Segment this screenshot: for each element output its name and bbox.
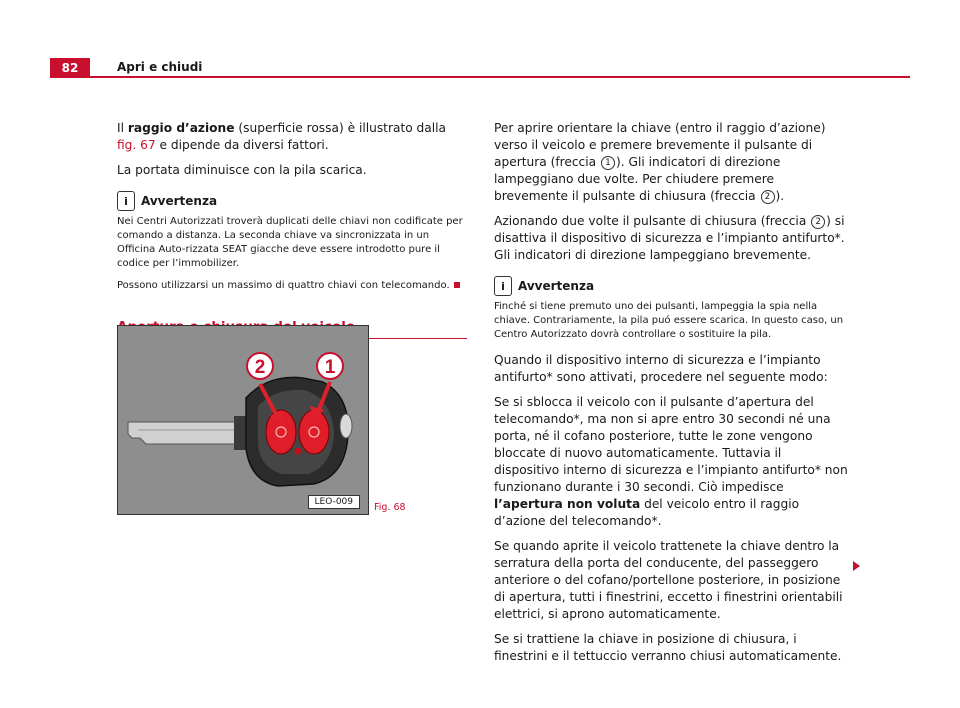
note-text-max-keys: Possono utilizzarsi un massimo di quattro chiavi con telecomando. <box>117 279 467 293</box>
term-range: raggio d’azione <box>127 121 235 135</box>
info-note-icon: i <box>117 191 135 211</box>
continue-arrow-icon <box>853 561 860 571</box>
term-unwanted-opening: l’apertura non voluta <box>494 497 641 511</box>
remote-key-illustration <box>118 326 368 514</box>
page-number: 82 <box>50 58 90 78</box>
note-heading <box>117 191 467 211</box>
chapter-title: Apri e chiudi <box>117 60 203 74</box>
figure-reference-link[interactable]: fig. 67 <box>117 138 156 152</box>
figure-caption: Fig. 68 <box>374 502 406 513</box>
arrow-label-1: 1 <box>324 357 336 378</box>
arrow-2-marker: 2 <box>811 215 825 229</box>
paragraph-open-close: Per aprire orientare la chiave (entro il raggio d’azione) verso il veicolo e premere brevemente il pulsante di apertura (freccia 1 ). Gli indicatori di direzione lampeggiano due volte. Per chiudere premere brevemente il pulsante di chiusura (freccia 2 ). <box>494 121 826 203</box>
key-figure <box>117 325 369 515</box>
info-note-icon: i <box>494 276 512 296</box>
paragraph-windows-close: Se si trattiene la chiave in posizione di chiusura, i finestrini e il tettuccio verranno chiusi automaticamente. <box>494 632 842 663</box>
note-title: Avvertenza <box>141 193 218 208</box>
note-text-battery: Finché si tiene premuto uno dei pulsanti, lampeggia la spia nella chiave. Contrariamente, la pila puó essere scarica. In questo caso, un Centro Autorizzato dovrà controllare o sostituire la pila. <box>494 301 844 340</box>
paragraph-range: Il raggio d’azione (superficie rossa) è illustrato dalla fig. 67 e dipende da diversi fattori. <box>117 121 446 152</box>
left-column <box>117 120 467 339</box>
header-rule <box>50 76 910 78</box>
note-text-duplicates: Nei Centri Autorizzati troverà duplicati delle chiavi non codificate per comando a distanza. La seconda chiave va sincronizzata in un Officina Auto-rizzata SEAT giacche deve essere introdotto pure il codice per l’immobilizer. <box>117 216 463 269</box>
paragraph-battery: La portata diminuisce con la pila scarica. <box>117 163 367 177</box>
figure-code: LEO-009 <box>308 495 360 509</box>
note-title: Avvertenza <box>518 278 595 293</box>
paragraph-procedure: Quando il dispositivo interno di sicurezza e l’impianto antifurto* sono attivati, procedere nel seguente modo: <box>494 353 828 384</box>
section-end-icon <box>454 282 460 288</box>
arrow-1-marker: 1 <box>601 156 615 170</box>
arrow-2-marker: 2 <box>761 190 775 204</box>
paragraph-windows-open: Se quando aprite il veicolo trattenete la chiave dentro la serratura della porta del conducente, del passeggero anteriore o del cofano/portellone posteriore, in posizione di apertura, tutti i finestrini, eccetto i finestrini orientabili elettrici, si aprono automaticamente. <box>494 539 843 621</box>
right-column <box>494 120 850 673</box>
note-heading <box>494 276 850 296</box>
arrow-label-2: 2 <box>254 357 266 378</box>
paragraph-double-press: Azionando due volte il pulsante di chiusura (freccia 2 ) si disattiva il dispositivo di sicurezza e l’impianto antifurto*. Gli indicatori di direzione lampeggiano brevemente. <box>494 214 845 262</box>
paragraph-auto-relock: Se si sblocca il veicolo con il pulsante d’apertura del telecomando*, ma non si apre entro 30 secondi né una porta, né il cofano posteriore, tutte le zone vengono bloccate di nuovo automaticamente. Tuttavia il dispositivo interno di sicurezza e l’impianto antifurto* non funzionano durante i 30 secondi. Ciò impedisce l’apertura non voluta del veicolo entro il raggio d’azione del telecomando*. <box>494 395 848 528</box>
